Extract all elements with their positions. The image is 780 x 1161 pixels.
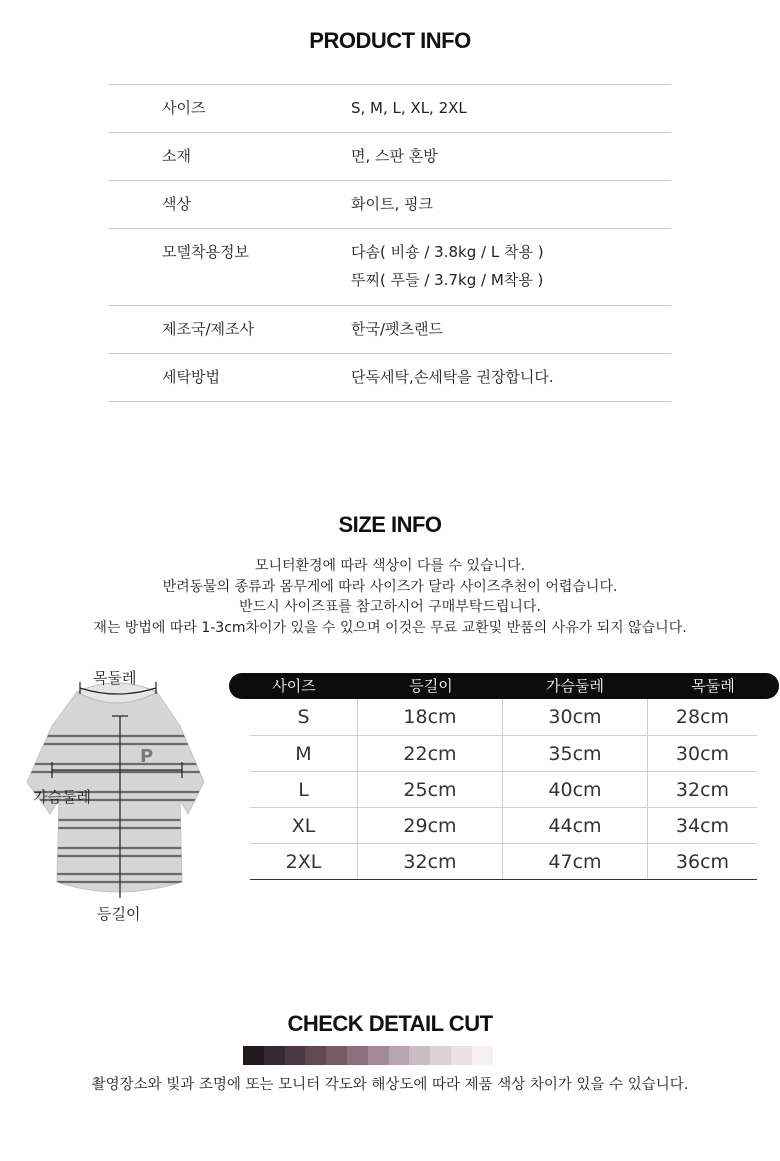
chest-cell: 35cm bbox=[503, 736, 648, 771]
back-length-cell: 29cm bbox=[358, 808, 503, 843]
color-swatch bbox=[264, 1046, 285, 1065]
product-info-value-line: 단독세탁,손세탁을 권장합니다. bbox=[351, 368, 554, 386]
color-swatch bbox=[285, 1046, 306, 1065]
product-info-value bbox=[351, 363, 671, 391]
product-info-value-line: S, M, L, XL, 2XL bbox=[351, 99, 467, 117]
color-swatch bbox=[368, 1046, 389, 1065]
product-info-key: 모델착용정보 bbox=[162, 243, 249, 261]
product-info-value-line: 다솜( 비숑 / 3.8kg / L 착용 ) bbox=[351, 243, 544, 261]
header-chest: 가슴둘레 bbox=[546, 677, 604, 695]
color-swatch bbox=[326, 1046, 347, 1065]
color-swatch bbox=[409, 1046, 430, 1065]
size-table-header bbox=[229, 673, 779, 699]
neck-cell: 30cm bbox=[675, 743, 730, 765]
product-info-value bbox=[351, 238, 671, 294]
product-info-value bbox=[351, 94, 671, 122]
color-swatch bbox=[472, 1046, 493, 1065]
product-info-row bbox=[109, 229, 671, 306]
size-cell: 2XL bbox=[250, 844, 358, 879]
header-back-length: 등길이 bbox=[409, 677, 453, 695]
check-detail-title: CHECK DETAIL CUT bbox=[287, 1011, 493, 1036]
size-cell: XL bbox=[250, 808, 358, 843]
neck-label: 목둘레 bbox=[93, 669, 137, 687]
neck-cell: 34cm bbox=[675, 815, 730, 837]
size-notes bbox=[0, 556, 780, 638]
product-info-title: PRODUCT INFO bbox=[309, 28, 471, 53]
size-note-line: 모니터환경에 따라 색상이 다를 수 있습니다. bbox=[254, 558, 526, 574]
color-disclaimer: 촬영장소와 빛과 조명에 또는 모니터 각도와 해상도에 따라 제품 색상 차이가 있을 수 있습니다. bbox=[91, 1077, 689, 1093]
product-info-key: 제조국/제조사 bbox=[162, 320, 254, 338]
table-row bbox=[250, 807, 757, 843]
product-info-value-line: 면, 스판 혼방 bbox=[351, 147, 438, 165]
header-size: 사이즈 bbox=[272, 677, 316, 695]
chest-cell: 44cm bbox=[503, 808, 648, 843]
size-note-line: 반려동물의 종류과 몸무게에 따라 사이즈가 달라 사이즈추천이 어렵습니다. bbox=[162, 578, 618, 595]
product-info-key: 색상 bbox=[162, 195, 191, 213]
back-length-cell: 25cm bbox=[358, 772, 503, 807]
table-row bbox=[250, 699, 757, 735]
neck-cell: 36cm bbox=[675, 851, 730, 873]
product-info-table bbox=[109, 84, 671, 402]
back-length-label: 등길이 bbox=[97, 905, 141, 923]
color-swatch bbox=[347, 1046, 368, 1065]
color-swatch bbox=[430, 1046, 451, 1065]
color-swatch bbox=[451, 1046, 472, 1065]
product-info-value bbox=[351, 190, 671, 218]
chest-label: 가슴둘레 bbox=[33, 788, 91, 806]
table-row bbox=[250, 843, 757, 879]
chest-cell: 30cm bbox=[503, 699, 648, 735]
product-info-value-line: 뚜찌( 푸들 / 3.7kg / M착용 ) bbox=[351, 271, 544, 289]
size-cell: M bbox=[250, 736, 358, 771]
table-row bbox=[250, 735, 757, 771]
product-info-row bbox=[109, 354, 671, 402]
color-swatches bbox=[243, 1046, 493, 1065]
size-info-title: SIZE INFO bbox=[338, 512, 442, 537]
product-info-value-line: 한국/펫츠랜드 bbox=[351, 320, 443, 338]
back-length-cell: 22cm bbox=[358, 736, 503, 771]
color-swatch bbox=[243, 1046, 264, 1065]
product-info-key: 세탁방법 bbox=[162, 368, 220, 386]
color-swatch bbox=[389, 1046, 410, 1065]
table-row bbox=[250, 771, 757, 807]
product-info-row bbox=[109, 306, 671, 354]
product-info-row bbox=[109, 181, 671, 229]
size-note-line: 재는 방법에 따라 1-3cm차이가 있을 수 있으며 이것은 무료 교환및 반품의 사유가 되지 않습니다. bbox=[93, 619, 687, 636]
product-info-value bbox=[351, 315, 671, 343]
neck-cell: 32cm bbox=[675, 779, 730, 801]
product-info-value bbox=[351, 142, 671, 170]
neck-cell: 28cm bbox=[675, 706, 730, 728]
chest-cell: 47cm bbox=[503, 844, 648, 879]
product-info-row bbox=[109, 133, 671, 181]
size-note-line: 반드시 사이즈표를 참고하시어 구매부탁드립니다. bbox=[239, 599, 541, 615]
logo-letter: P bbox=[140, 746, 154, 767]
product-info-value-line: 화이트, 핑크 bbox=[351, 195, 433, 213]
size-table-body bbox=[250, 699, 757, 880]
color-swatch bbox=[305, 1046, 326, 1065]
product-info-key: 사이즈 bbox=[162, 99, 206, 117]
chest-cell: 40cm bbox=[503, 772, 648, 807]
header-neck: 목둘레 bbox=[691, 677, 735, 695]
product-info-key: 소재 bbox=[162, 147, 191, 165]
back-length-cell: 18cm bbox=[358, 699, 503, 735]
product-info-row bbox=[109, 85, 671, 133]
back-length-cell: 32cm bbox=[358, 844, 503, 879]
size-cell: L bbox=[250, 772, 358, 807]
size-cell: S bbox=[250, 699, 358, 735]
